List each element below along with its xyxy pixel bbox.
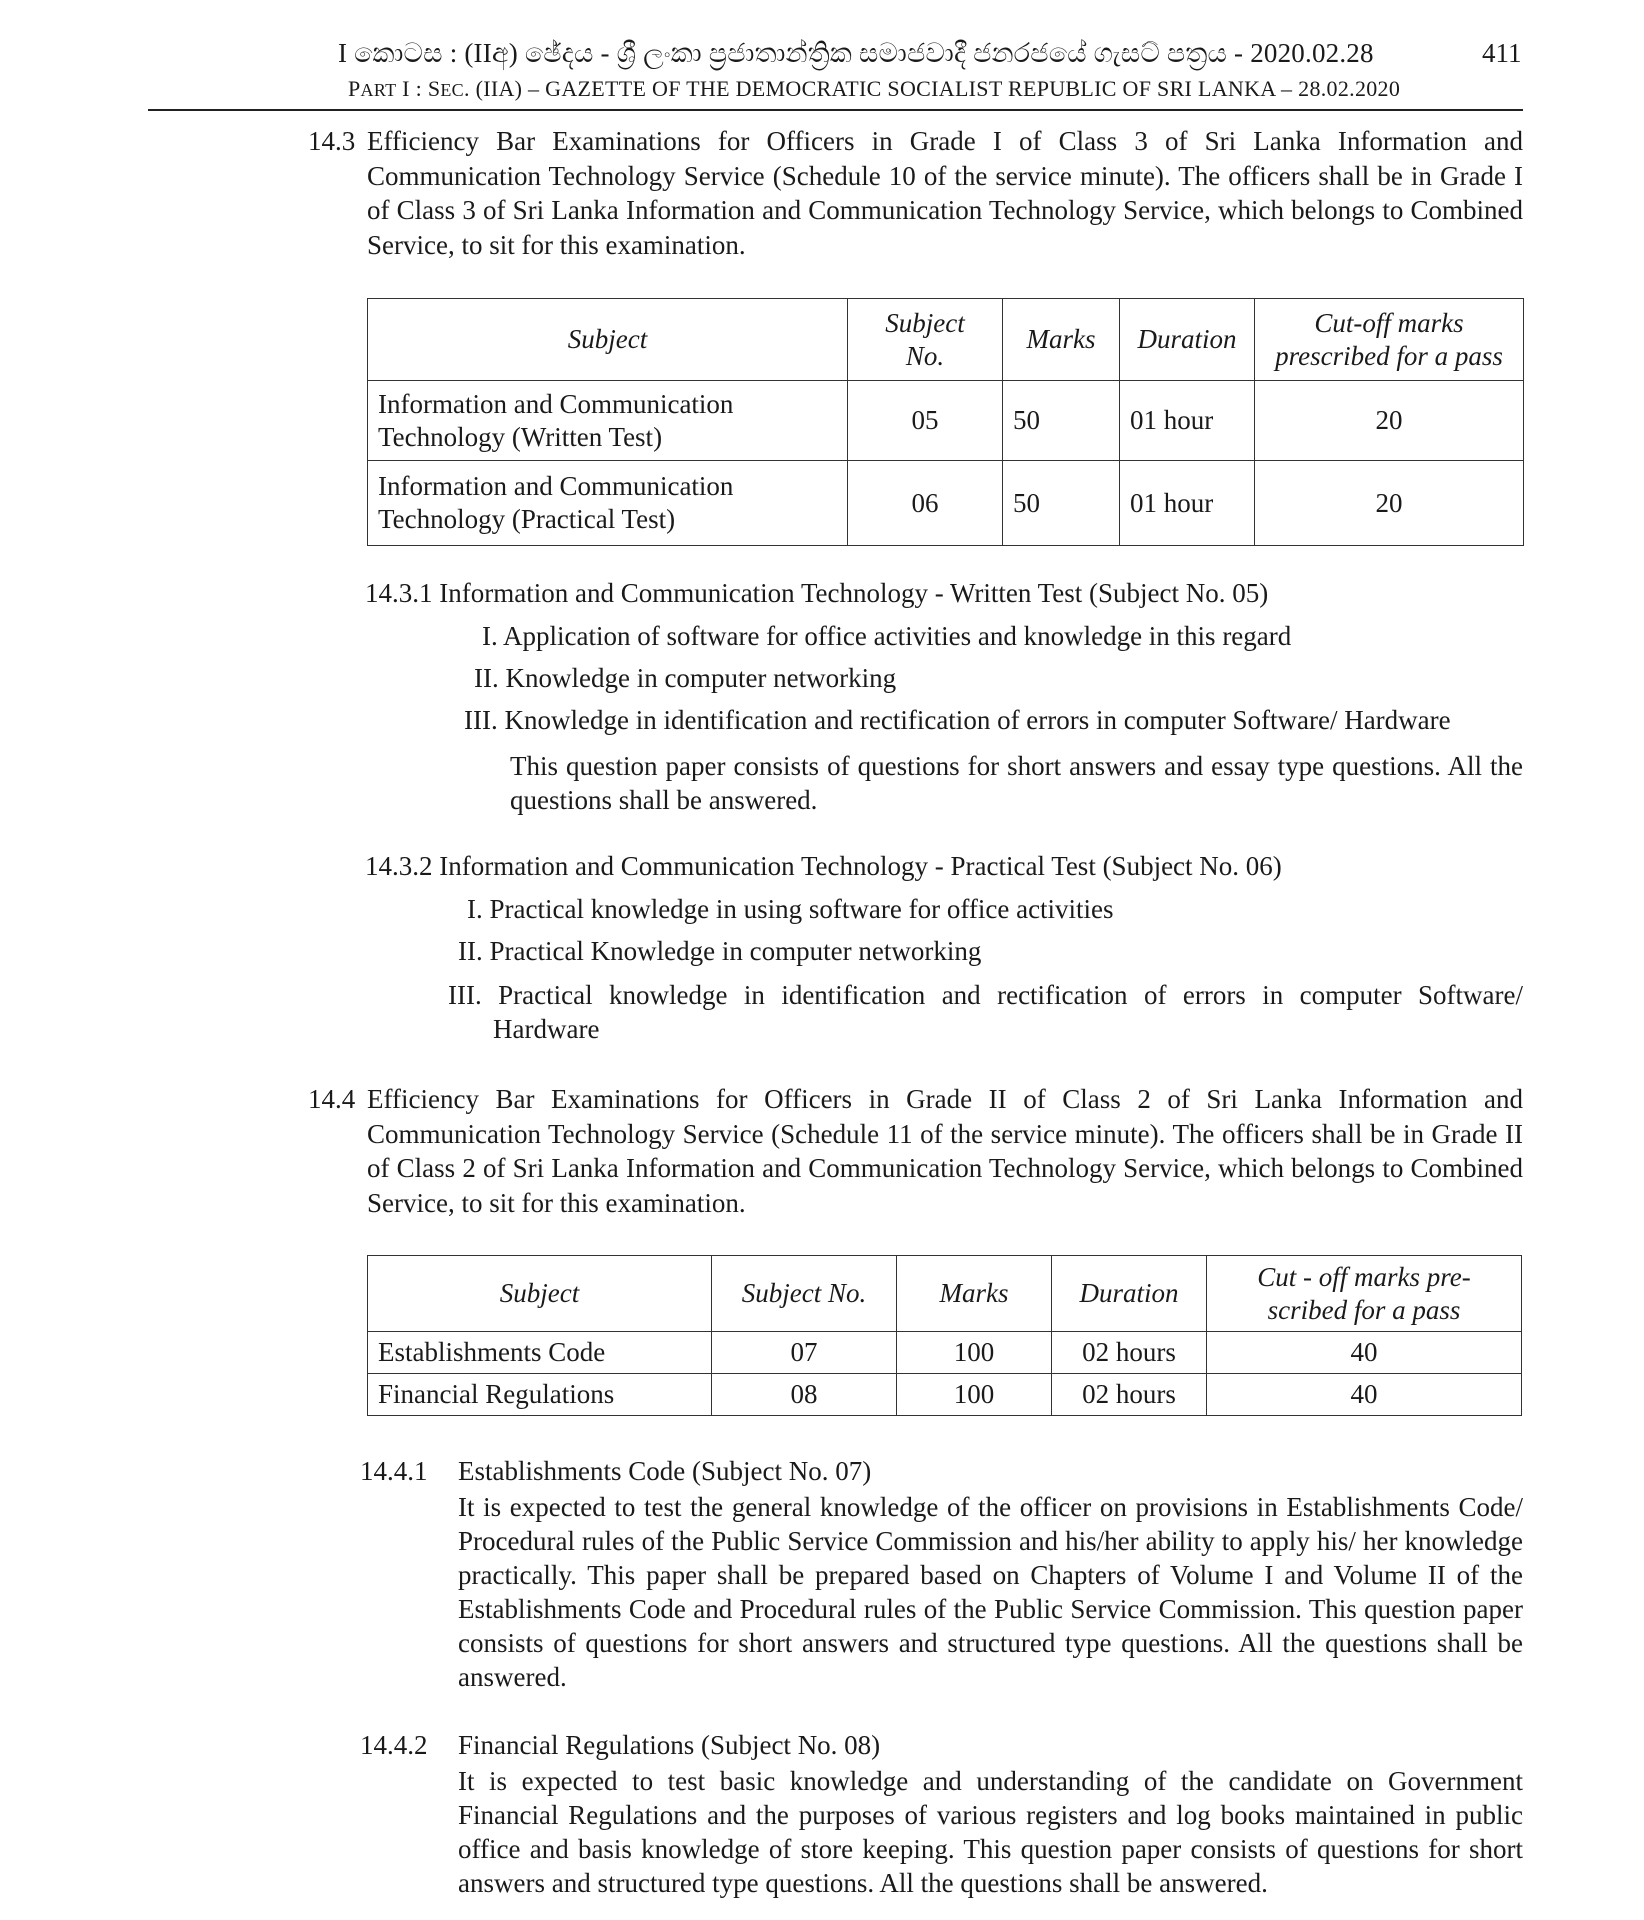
subsection-number: 14.4.2 — [360, 1730, 428, 1760]
cell-subject-no: 06 — [848, 461, 1003, 546]
list-numeral: II. — [474, 663, 499, 693]
list-item — [448, 978, 1523, 1046]
col-header-subject: Subject — [368, 1256, 712, 1332]
cell-subject-no: 05 — [848, 381, 1003, 461]
list-text: Knowledge in identification and rectification of errors in computer Software/ Hardware — [504, 705, 1451, 735]
table-row — [368, 381, 1524, 461]
section-14-4-paragraph — [308, 1082, 1523, 1220]
header-english-line: PART I : SEC. (IIA) – GAZETTE OF THE DEMOCRATIC SOCIALIST REPUBLIC OF SRI LANKA – 28.02.2020 — [348, 76, 1401, 101]
col-header-subject-no: Subject No. — [848, 299, 1003, 381]
list-numeral: III. — [448, 980, 482, 1010]
col-header-marks: Marks — [1003, 299, 1120, 381]
section-number: 14.3 — [308, 126, 356, 156]
cell-subject: Information and Communication Technology (Practical Test) — [368, 461, 848, 546]
list-numeral: II. — [458, 936, 483, 966]
cell-duration: 02 hours — [1052, 1332, 1207, 1374]
list-text: Knowledge in computer networking — [505, 663, 897, 693]
cell-subject: Establishments Code — [368, 1332, 712, 1374]
table-header-row — [368, 1256, 1522, 1332]
cell-subject-no: 08 — [712, 1374, 897, 1416]
list-text: Application of software for office activities and knowledge in this regard — [503, 621, 1292, 651]
section-text: Efficiency Bar Examinations for Officers in Grade II of Class 2 of Sri Lanka Information and Communication Technology Service (Schedule 11 of the service minute). The officers shall be in Grade II of Class 2 of Sri Lanka Information and Communication Technology Service, which belongs to Combined Service, to sit for this examination. — [367, 1084, 1523, 1218]
list-item — [458, 936, 981, 967]
section-14-3-paragraph — [308, 124, 1523, 262]
table-row — [368, 461, 1524, 546]
col-header-duration: Duration — [1052, 1256, 1207, 1332]
table-row — [368, 1374, 1522, 1416]
section-number: 14.4 — [308, 1084, 356, 1114]
subsection-note: This question paper consists of questions for short answers and essay type questions. All the questions shall be answered. — [510, 751, 1523, 815]
col-header-marks: Marks — [897, 1256, 1052, 1332]
exam-table-14-3 — [367, 298, 1524, 546]
cell-marks: 100 — [897, 1332, 1052, 1374]
cell-duration: 01 hour — [1120, 381, 1255, 461]
page-number: 411 — [1482, 38, 1522, 68]
list-item — [467, 894, 1114, 925]
cell-subject: Information and Communication Technology (Written Test) — [368, 381, 848, 461]
table-header-row — [368, 299, 1524, 381]
list-numeral: I. — [482, 621, 498, 651]
col-header-duration: Duration — [1120, 299, 1255, 381]
cell-duration: 01 hour — [1120, 461, 1255, 546]
header-sinhala-line: I කොටස : (IIඅ) ඡේදය - ශ්‍රී ලංකා ප්‍රජාතාන්ත්‍රික සමාජවාදී ජනරජයේ ගැසට් පත්‍රය - 2020.02.28 — [338, 38, 1374, 68]
header-rule — [148, 109, 1523, 111]
cell-cutoff: 20 — [1255, 461, 1524, 546]
list-numeral: I. — [467, 894, 483, 924]
table-row — [368, 1332, 1522, 1374]
subsection-number: 14.4.1 — [360, 1456, 428, 1486]
col-header-cutoff: Cut - off marks pre- scribed for a pass — [1207, 1256, 1522, 1332]
list-item — [474, 663, 896, 694]
list-numeral: III. — [464, 705, 498, 735]
subsection-14-3-2-heading: 14.3.2 Information and Communication Technology - Practical Test (Subject No. 06) — [365, 851, 1282, 881]
exam-table-14-4 — [367, 1255, 1522, 1416]
cell-subject: Financial Regulations — [368, 1374, 712, 1416]
subsection-14-4-2-text: It is expected to test basic knowledge and understanding of the candidate on Government Financial Regulations and the purposes of various registers and log books maintained in public office and basis knowledge of store keeping. This question paper consists of questions for short answers and structured type questions. All the questions shall be answered. — [458, 1766, 1523, 1898]
cell-marks: 50 — [1003, 461, 1120, 546]
subsection-14-4-1-heading: Establishments Code (Subject No. 07) — [458, 1456, 872, 1486]
col-header-subject: Subject — [368, 299, 848, 381]
subsection-14-3-1-heading: 14.3.1 Information and Communication Technology - Written Test (Subject No. 05) — [365, 578, 1269, 608]
section-text: Efficiency Bar Examinations for Officers in Grade I of Class 3 of Sri Lanka Information and Communication Technology Service (Schedule 10 of the service minute). The officers shall be in Grade I of Class 3 of Sri Lanka Information and Communication Technology Service, which belongs to Combined Service, to sit for this examination. — [367, 126, 1523, 260]
col-header-cutoff: Cut-off marks prescribed for a pass — [1255, 299, 1524, 381]
cell-cutoff: 40 — [1207, 1332, 1522, 1374]
list-text: Practical knowledge in identification and rectification of errors in computer Software/ Hardware — [493, 980, 1523, 1044]
subsection-14-4-2-heading: Financial Regulations (Subject No. 08) — [458, 1730, 881, 1760]
cell-duration: 02 hours — [1052, 1374, 1207, 1416]
list-text: Practical Knowledge in computer networking — [489, 936, 982, 966]
cell-marks: 100 — [897, 1374, 1052, 1416]
list-item — [482, 621, 1291, 652]
col-header-subject-no: Subject No. — [712, 1256, 897, 1332]
cell-cutoff: 40 — [1207, 1374, 1522, 1416]
subsection-14-4-1-text: It is expected to test the general knowledge of the officer on provisions in Establishments Code/ Procedural rules of the Public Service Commission and his/her ability to apply his/ her knowledge practically. This paper shall be prepared based on Chapters of Volume I and Volume II of the Establishments Code and Procedural rules of the Public Service Commission. This question paper consists of questions for short answers and structured type questions. All the questions shall be answered. — [458, 1492, 1523, 1692]
cell-marks: 50 — [1003, 381, 1120, 461]
cell-cutoff: 20 — [1255, 381, 1524, 461]
list-text: Practical knowledge in using software for office activities — [489, 894, 1114, 924]
list-item — [464, 705, 1451, 736]
cell-subject-no: 07 — [712, 1332, 897, 1374]
